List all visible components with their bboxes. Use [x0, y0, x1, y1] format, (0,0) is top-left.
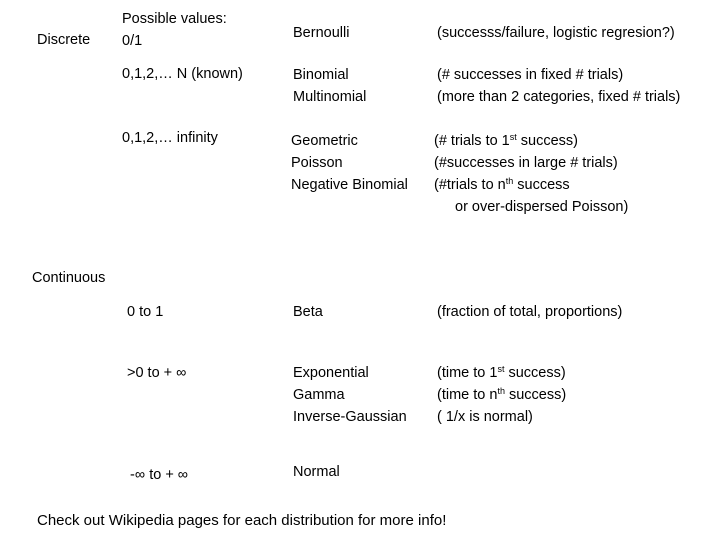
values-0-to-n: 0,1,2,… N (known) [122, 66, 243, 82]
dist-gamma: Gamma [293, 387, 345, 403]
note-exponential: (time to 1st success) [437, 364, 566, 381]
note-bernoulli: (successs/failure, logistic regresion?) [437, 25, 675, 41]
dist-multinomial: Multinomial [293, 89, 367, 105]
dist-beta: Beta [293, 304, 323, 320]
dist-list-binomial [293, 64, 366, 108]
dist-inverse-gaussian: Inverse-Gaussian [293, 409, 407, 425]
dist-list-positive [293, 362, 407, 428]
notes-count [434, 130, 628, 218]
note-negative-binomial: (#trials to $n^{th}$ success [434, 176, 570, 193]
values-positive: >0 to + ∞ [127, 365, 187, 381]
dist-bernoulli: Bernoulli [293, 25, 350, 41]
dist-binomial: Binomial [293, 67, 349, 83]
dist-poisson: Poisson [291, 155, 343, 171]
notes-binomial [437, 64, 680, 108]
note-inverse-gaussian: ( 1/x is normal) [437, 409, 533, 425]
discrete-label: Discrete [37, 32, 91, 48]
notes-positive [437, 362, 566, 428]
footer-note: Check out Wikipedia pages for each distribution for more info! [37, 512, 447, 529]
dist-negative-binomial: Negative Binomial [291, 177, 408, 193]
note-binomial: (# successes in fixed # trials) [437, 67, 624, 83]
note-multinomial: (more than 2 categories, fixed # trials) [437, 89, 681, 105]
values-0-to-infinity: 0,1,2,… infinity [122, 130, 218, 146]
possible-values-header: Possible values: [122, 11, 227, 27]
note-overdispersed: or over-dispersed Poisson) [455, 199, 629, 215]
dist-list-count [291, 130, 408, 196]
note-beta: (fraction of total, proportions) [437, 304, 623, 320]
dist-geometric: Geometric [291, 133, 358, 149]
values-0-to-1: 0 to 1 [127, 304, 164, 320]
note-poisson: (#successes in large # trials) [434, 155, 618, 171]
dist-normal: Normal [293, 464, 340, 480]
values-binary: 0/1 [122, 33, 143, 49]
values-real-line: -∞ to + ∞ [130, 467, 189, 483]
note-geometric: (# trials to 1st success) [434, 132, 579, 149]
dist-exponential: Exponential [293, 365, 369, 381]
continuous-label: Continuous [32, 270, 106, 286]
note-gamma: (time to $n^{th}$ success) [437, 386, 567, 403]
